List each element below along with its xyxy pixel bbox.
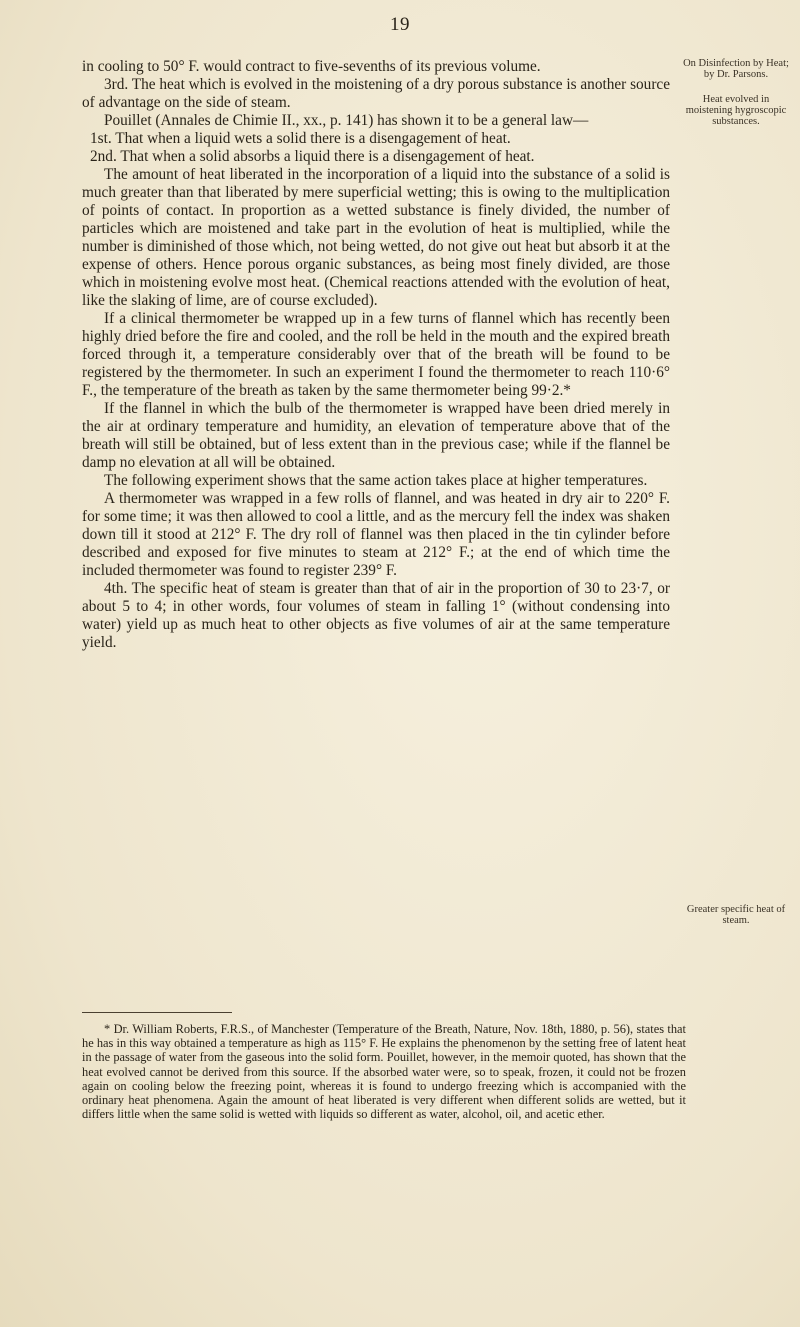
paragraph: 1st. That when a liquid wets a solid there is a disengagement of heat. — [90, 130, 511, 147]
main-text — [82, 58, 670, 652]
paragraph: The amount of heat liberated in the incorporation of a liquid into the substance of a solid is much greater than that liberated by mere superficial wetting; this is owing to the multiplication of points of contact. In proportion as a wetted substance is finely divided, the number of particles which are moistened and take part in the evolution of heat is multiplied, while the number is diminished of those which, not being wetted, do not give out heat but absorb it at the expense of others. Hence porous organic substances, as being most finely divided, are those which in moistening evolve most heat. (Chemical reactions attended with the evolution of heat, like the slaking of lime, are of course excluded). — [82, 166, 670, 309]
paragraph: in cooling to 50° F. would contract to five-sevenths of its previous volume. — [82, 58, 541, 75]
margin-note: On Disinfection by Heat; by Dr. Parsons. — [683, 58, 789, 80]
paragraph: 4th. The specific heat of steam is greater than that of air in the proportion of 30 to 23·7, or about 5 to 4; in other words, four volumes of steam in falling 1° (without condensing into water) yield up as much heat to other objects as five volumes of air at the same temperature yield. — [82, 580, 670, 651]
footnote-rule — [82, 1012, 232, 1013]
paragraph: If the flannel in which the bulb of the thermometer is wrapped have been dried merely in the air at ordinary temperature and humidity, an elevation of temperature above that of the breath will still be obtained, but of less extent than in the previous case; while if the flannel be damp no elevation at all will be obtained. — [82, 400, 670, 471]
page-number: 19 — [390, 14, 410, 35]
footnote-text: * Dr. William Roberts, F.R.S., of Manchester (Temperature of the Breath, Nature, Nov. 18th, 1880, p. 56), states that he has in this way obtained a temperature as high as 115° F. He explains the phenomenon by the setting free of latent heat in the passage of water from the gaseous into the solid form. Pouillet, however, in the memoir quoted, has shown that the heat evolved cannot be derived from this source. If the absorbed water were, so to speak, frozen, it could not be frozen again on cooling below the freezing point, whereas it is found to undergo freezing which is accompanied with the ordinary heat phenomena. Again the amount of heat liberated is very different when different solids are wetted, but it differs little when the same solid is wetted with liquids so different as water, alcohol, oil, and acetic ether. — [82, 1022, 686, 1122]
paragraph: If a clinical thermometer be wrapped up in a few turns of flannel which has recently been highly dried before the fire and cooled, and the roll be held in the mouth and the expired breath forced through it, a temperature considerably over that of the breath will be found to be registered by the thermometer. In such an experiment I found the thermometer to reach 110·6° F., the temperature of the breath as taken by the same thermometer being 99·2.* — [82, 310, 670, 399]
paragraph: Pouillet (Annales de Chimie II., xx., p. 141) has shown it to be a general law— — [104, 112, 589, 129]
paragraph: 2nd. That when a solid absorbs a liquid there is a disengagement of heat. — [90, 148, 535, 165]
paragraph: 3rd. The heat which is evolved in the moistening of a dry porous substance is another source of advantage on the side of steam. — [82, 76, 670, 111]
margin-note: Heat evolved in moistening hygroscopic substances. — [685, 94, 787, 127]
footnote — [82, 1022, 686, 1121]
margin-note: Greater specific heat of steam. — [686, 904, 786, 926]
paragraph: The following experiment shows that the same action takes place at higher temperatures. — [104, 472, 648, 489]
paragraph: A thermometer was wrapped in a few rolls of flannel, and was heated in dry air to 220° F. for some time; it was then allowed to cool a little, and as the mercury fell the index was shaken down till it stood at 212° F. The dry roll of flannel was then placed in the tin cylinder before described and exposed for five minutes to steam at 212° F.; at the end of which time the included thermometer was found to register 239° F. — [82, 490, 670, 579]
